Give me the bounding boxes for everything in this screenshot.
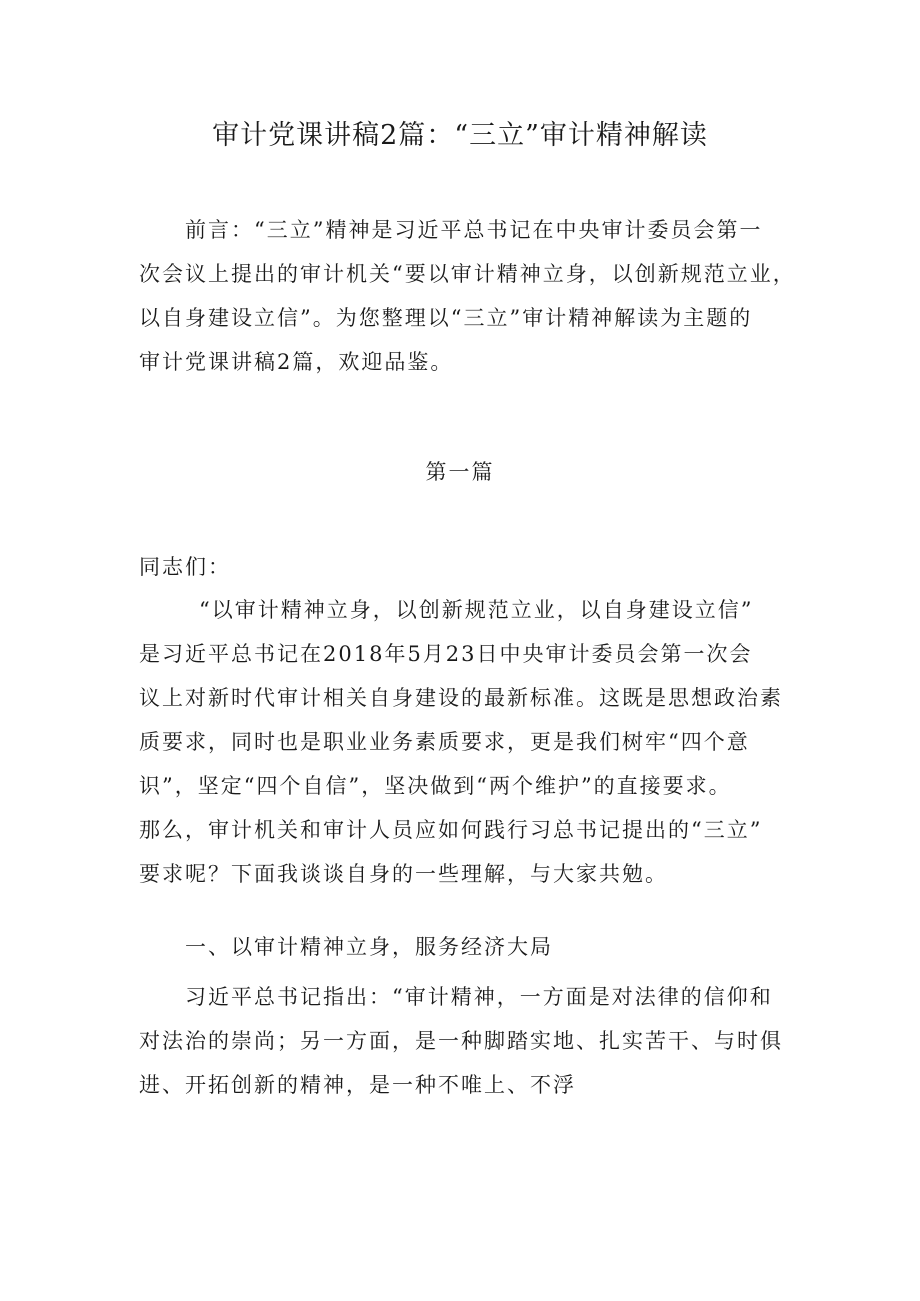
salutation <box>139 545 789 589</box>
body-line: 进、开拓创新的精神，是一种不唯上、不浮 <box>139 1073 576 1097</box>
body-line: 那么，审计机关和审计人员应如何践行习总书记提出的“三立” <box>139 818 763 842</box>
preface-paragraph <box>139 208 796 384</box>
subheading-text: 一、以审计精神立身，服务经济大局 <box>185 935 553 959</box>
preface-line: 审计党课讲稿2篇，欢迎品鉴。 <box>139 350 454 374</box>
section-heading: 第一篇 <box>425 460 495 484</box>
salutation-text: 同志们： <box>139 555 231 579</box>
preface-line: 前言：“三立”精神是习近平总书记在中央审计委员会第一 <box>185 218 763 242</box>
body-line: 要求呢？下面我谈谈自身的一些理解，与大家共勉。 <box>139 862 668 886</box>
body-line: 习近平总书记指出：“审计精神，一方面是对法律的信仰和 <box>185 985 773 1009</box>
subheading-1 <box>139 925 789 969</box>
body-line: 是习近平总书记在2018年5月23日中央审计委员会第一次会 <box>139 642 753 666</box>
body-line: 议上对新时代审计相关自身建设的最新标准。这既是思想政治素 <box>139 686 783 710</box>
body-line: 识”，坚定“四个自信”，坚决做到“两个维护”的直接要求。 <box>139 774 732 798</box>
preface-line: 以自身建设立信”。为您整理以“三立”审计精神解读为主题的 <box>139 306 753 330</box>
preface-line: 次会议上提出的审计机关“要以审计精神立身，以创新规范立业， <box>139 262 796 286</box>
document-title: 审计党课讲稿2篇：“三立”审计精神解读 <box>212 120 708 151</box>
body-paragraph-2 <box>139 975 789 1107</box>
body-line: 对法治的崇尚；另一方面，是一种脚踏实地、扎实苦干、与时俱 <box>139 1029 783 1053</box>
body-paragraph-1 <box>139 588 789 896</box>
body-line: “以审计精神立身，以创新规范立业，以自身建设立信” <box>199 598 754 622</box>
body-line: 质要求，同时也是职业业务素质要求，更是我们树牢“四个意 <box>139 730 750 754</box>
